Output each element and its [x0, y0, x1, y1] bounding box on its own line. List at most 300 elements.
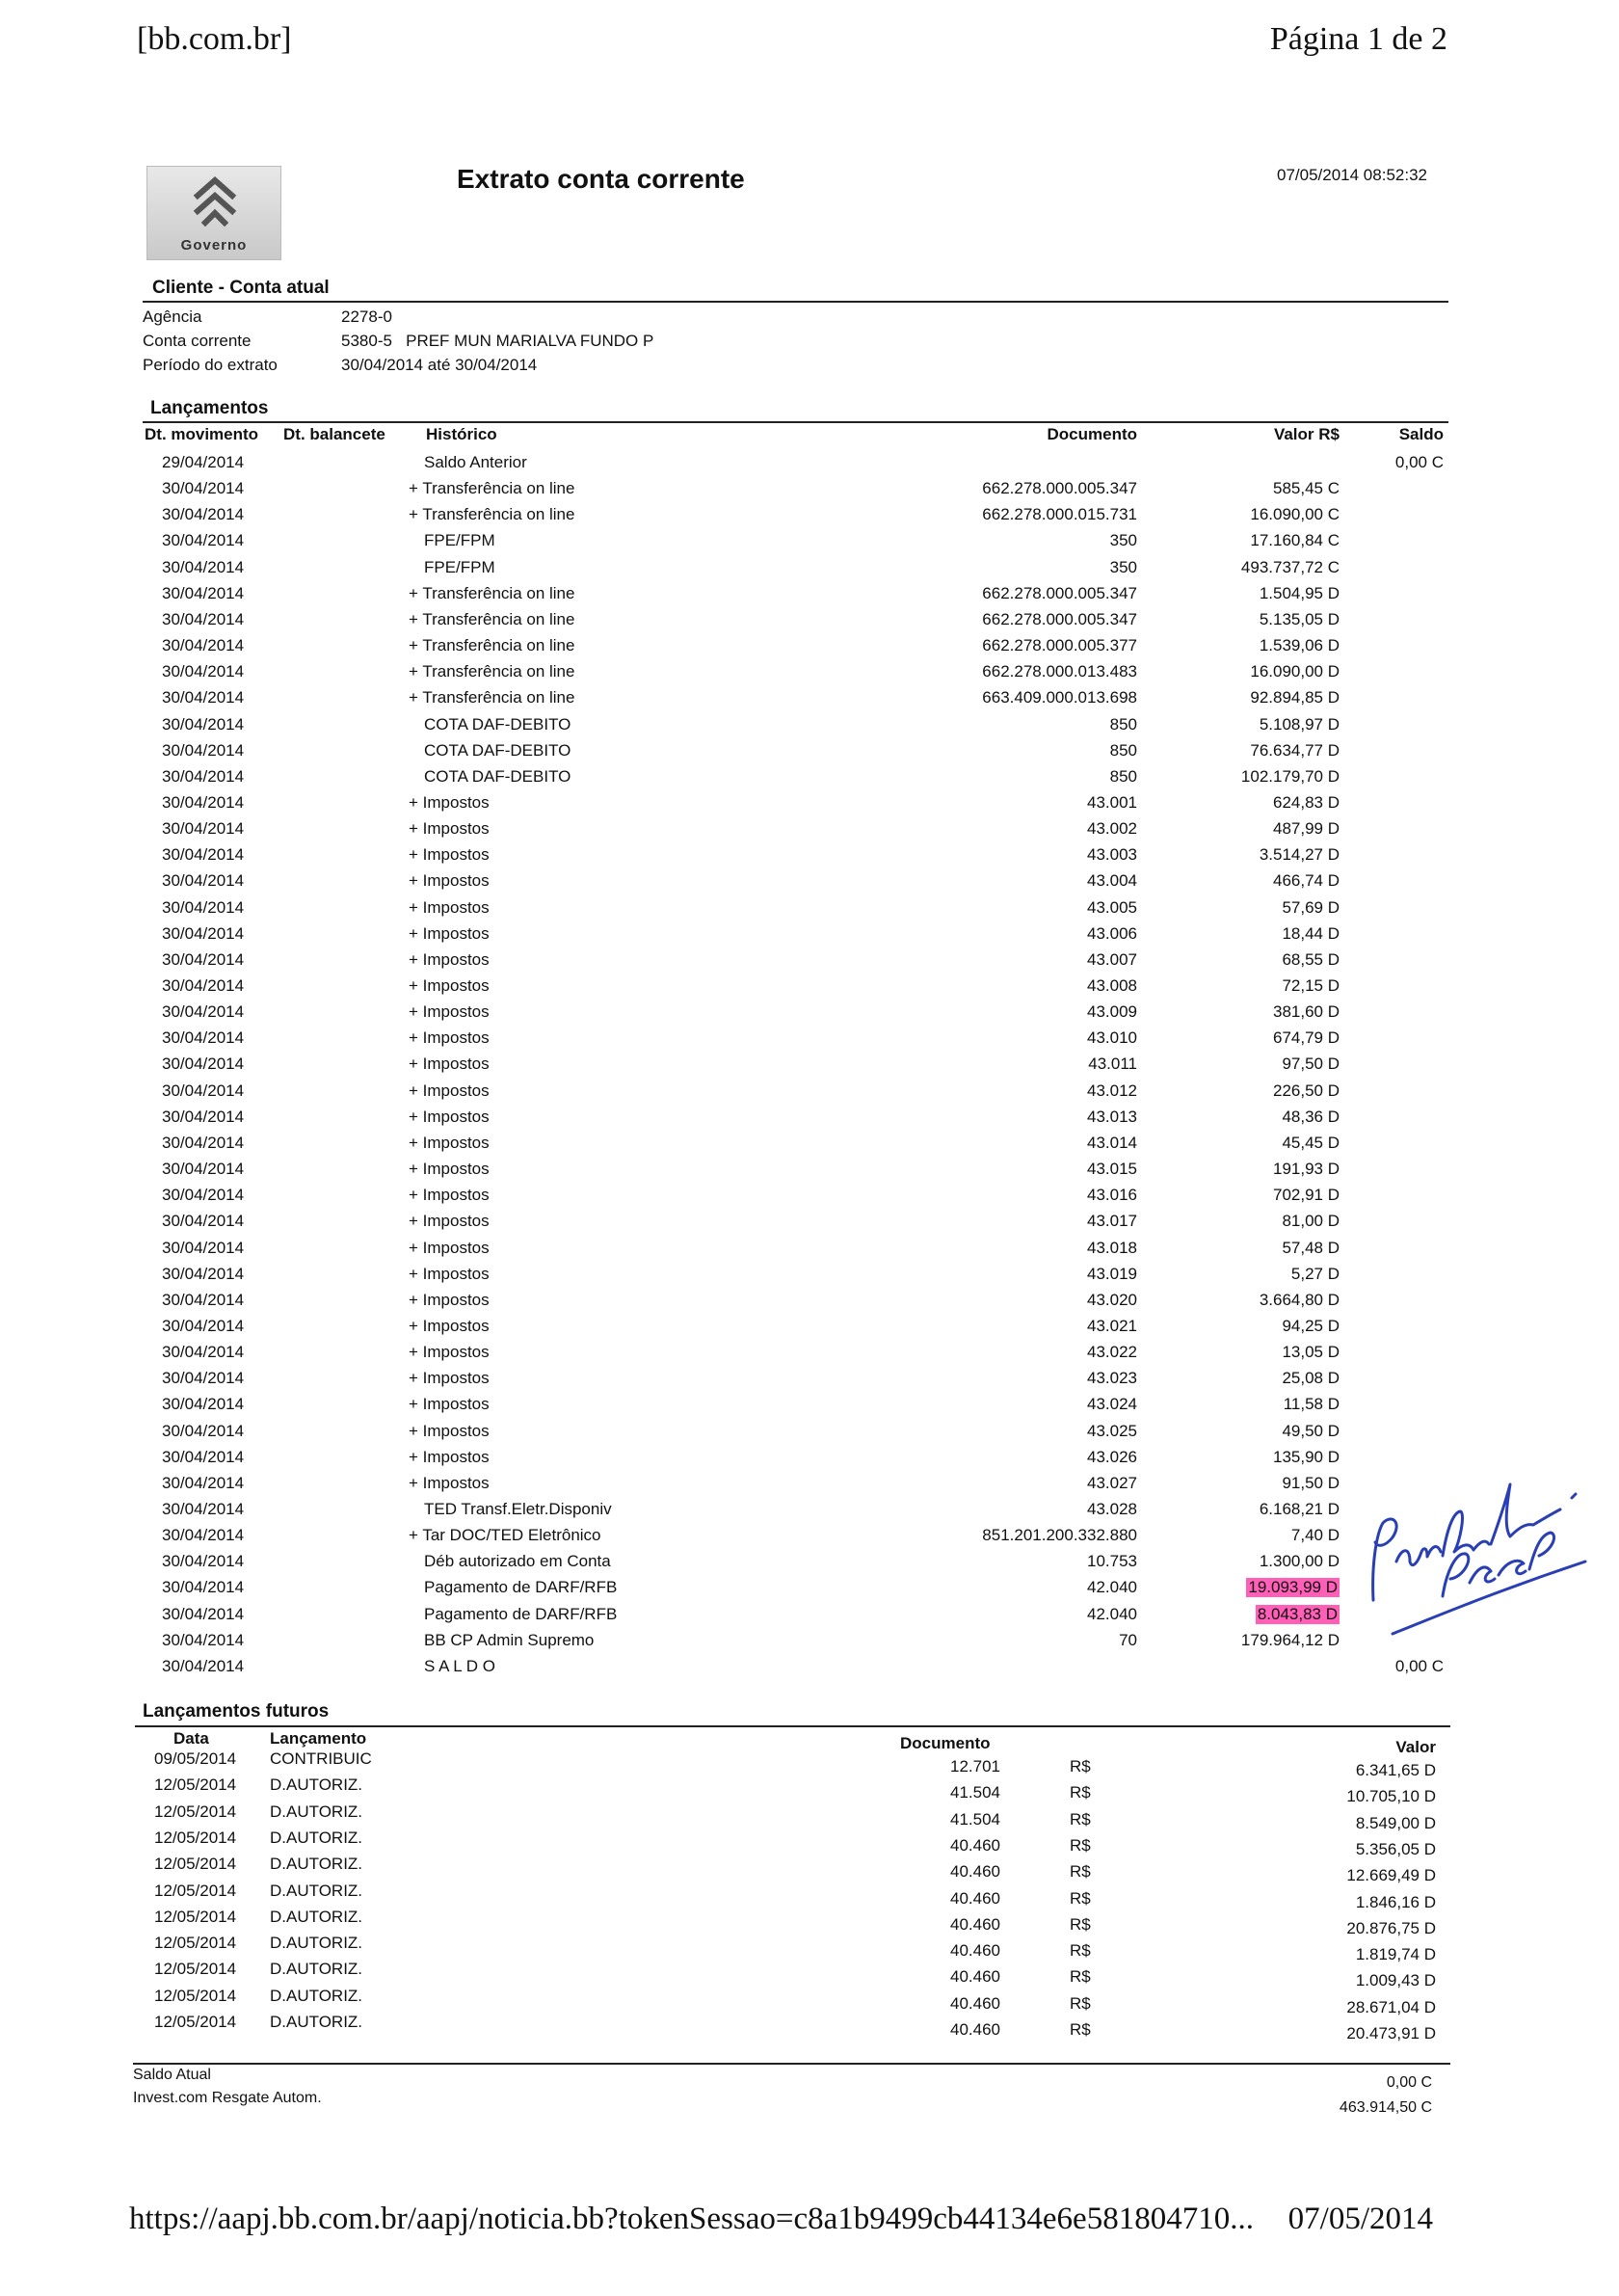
cell-dt-movimento: 30/04/2014	[162, 1395, 245, 1414]
cell-valor: 13,05 D	[1282, 1343, 1340, 1362]
cell-saldo: 0,00 C	[1394, 453, 1444, 471]
cell-dt-movimento: 30/04/2014	[162, 766, 245, 786]
cell-data: 12/05/2014	[154, 1986, 237, 2005]
cell-documento: 43.009	[1087, 1002, 1137, 1022]
cell-dt-movimento: 30/04/2014	[162, 1055, 245, 1074]
cell-dt-movimento: 30/04/2014	[162, 557, 245, 576]
cell-valor: 45,45 D	[1282, 1133, 1340, 1152]
table-row	[0, 1156, 1619, 1182]
cell-currency: R$	[1070, 1809, 1091, 1829]
cell-documento: 10.753	[1087, 1552, 1137, 1571]
cell-currency: R$	[1070, 1941, 1091, 1961]
cell-dt-movimento: 30/04/2014	[162, 1028, 245, 1048]
col-data: Data	[173, 1729, 209, 1748]
cell-valor: 1.300,00 D	[1259, 1552, 1340, 1571]
cell-historico: + Impostos	[409, 1160, 490, 1179]
cell-valor: 57,48 D	[1282, 1238, 1340, 1257]
cell-valor: 1.819,74 D	[1355, 1945, 1436, 1964]
cell-currency: R$	[1070, 1888, 1091, 1908]
table-row	[0, 1235, 1619, 1261]
client-info-value: 2278-0	[341, 307, 392, 326]
cell-valor: 49,50 D	[1282, 1421, 1340, 1440]
cell-valor: 5.356,05 D	[1355, 1839, 1436, 1858]
cell-lancamento: CONTRIBUIC	[270, 1749, 372, 1768]
cell-data: 12/05/2014	[154, 1775, 237, 1795]
cell-historico: + Impostos	[409, 1133, 490, 1152]
cell-lancamento: D.AUTORIZ.	[270, 1855, 363, 1874]
cell-valor: 20.876,75 D	[1346, 1918, 1436, 1937]
cell-historico: + Impostos	[409, 1055, 490, 1074]
table-row	[0, 1104, 1619, 1130]
cell-documento: 43.019	[1087, 1264, 1137, 1283]
cell-historico: + Impostos	[409, 1028, 490, 1048]
table-row	[0, 1775, 1619, 1806]
cell-valor: 381,60 D	[1273, 1002, 1340, 1022]
cell-valor: 48,36 D	[1282, 1107, 1340, 1126]
summary-divider	[133, 2063, 1450, 2065]
cell-valor: 493.737,72 C	[1240, 557, 1340, 576]
bb-logo-icon	[188, 174, 242, 228]
cell-valor: 6.341,65 D	[1355, 1761, 1436, 1779]
cell-documento: 851.201.200.332.880	[982, 1526, 1137, 1545]
cell-valor: 1.846,16 D	[1355, 1892, 1436, 1911]
cell-dt-movimento: 30/04/2014	[162, 923, 245, 943]
cell-historico: Déb autorizado em Conta	[424, 1552, 611, 1571]
cell-documento: 40.460	[950, 1993, 1000, 2013]
cell-historico: S A L D O	[424, 1656, 496, 1675]
col-documento: Documento	[1047, 425, 1137, 443]
cell-documento: 41.504	[950, 1809, 1000, 1829]
cell-valor: 226,50 D	[1273, 1081, 1340, 1100]
table-row	[0, 449, 1619, 475]
cell-documento: 43.022	[1087, 1343, 1137, 1362]
table-row	[0, 684, 1619, 710]
cell-dt-movimento: 30/04/2014	[162, 1107, 245, 1126]
cell-documento: 662.278.000.015.731	[982, 505, 1137, 524]
cell-historico: + Transferência on line	[409, 662, 575, 681]
cell-historico: + Impostos	[409, 923, 490, 943]
cell-saldo: 0,00 C	[1394, 1656, 1444, 1675]
client-info-label: Agência	[143, 307, 202, 326]
col-lancamento: Lançamento	[270, 1729, 367, 1748]
table-row	[0, 1855, 1619, 1885]
cell-valor: 81,00 D	[1282, 1212, 1340, 1231]
cell-valor: 19.093,99 D	[1248, 1578, 1338, 1597]
cell-documento: 43.024	[1087, 1395, 1137, 1414]
cell-valor: 92.894,85 D	[1250, 688, 1340, 707]
table-row	[0, 737, 1619, 763]
client-info-table	[143, 305, 653, 377]
cell-valor: 5.108,97 D	[1259, 714, 1340, 734]
cell-historico: FPE/FPM	[424, 557, 495, 576]
cell-lancamento: D.AUTORIZ.	[270, 1828, 363, 1847]
cell-documento: 42.040	[1087, 1604, 1137, 1623]
cell-dt-movimento: 30/04/2014	[162, 1526, 245, 1545]
cell-documento: 662.278.000.005.347	[982, 583, 1137, 602]
table-row	[0, 841, 1619, 868]
table-row	[0, 789, 1619, 815]
cell-dt-movimento: 30/04/2014	[162, 1473, 245, 1492]
cell-historico: TED Transf.Eletr.Disponiv	[424, 1500, 612, 1518]
cell-dt-movimento: 30/04/2014	[162, 871, 245, 891]
cell-currency: R$	[1070, 1757, 1091, 1775]
table-row	[0, 1418, 1619, 1444]
cell-dt-movimento: 30/04/2014	[162, 897, 245, 917]
cell-documento: 43.021	[1087, 1316, 1137, 1335]
cell-documento: 40.460	[950, 1941, 1000, 1961]
cell-dt-movimento: 30/04/2014	[162, 714, 245, 734]
logo-label: Governo	[180, 237, 248, 254]
cell-lancamento: D.AUTORIZ.	[270, 1986, 363, 2005]
cell-currency: R$	[1070, 2020, 1091, 2039]
page-title: Extrato conta corrente	[457, 164, 745, 194]
cell-dt-movimento: 30/04/2014	[162, 949, 245, 969]
cell-historico: + Impostos	[409, 1212, 490, 1231]
cell-documento: 662.278.000.005.347	[982, 479, 1137, 498]
table-row	[0, 763, 1619, 789]
cell-dt-movimento: 30/04/2014	[162, 1656, 245, 1675]
cell-valor: 72,15 D	[1282, 976, 1340, 995]
cell-valor: 585,45 C	[1273, 479, 1340, 498]
table-row	[0, 580, 1619, 606]
cell-dt-movimento: 30/04/2014	[162, 609, 245, 628]
cell-valor: 25,08 D	[1282, 1369, 1340, 1388]
cell-valor: 674,79 D	[1273, 1028, 1340, 1048]
cell-valor: 135,90 D	[1273, 1447, 1340, 1466]
cell-currency: R$	[1070, 1835, 1091, 1855]
cell-historico: + Impostos	[409, 1238, 490, 1257]
cell-documento: 43.025	[1087, 1421, 1137, 1440]
table-row	[0, 815, 1619, 841]
table-row	[0, 1313, 1619, 1339]
cell-valor: 8.043,83 D	[1257, 1604, 1338, 1623]
cell-historico: + Impostos	[409, 1447, 490, 1466]
cell-lancamento: D.AUTORIZ.	[270, 1775, 363, 1795]
col-valor-futuros: Valor	[1395, 1738, 1436, 1756]
summary-label-saldo-atual: Saldo Atual	[133, 2067, 211, 2083]
cell-documento: 12.701	[950, 1757, 1000, 1775]
cell-data: 09/05/2014	[154, 1749, 237, 1768]
cell-historico: + Impostos	[409, 949, 490, 969]
table-row	[0, 1182, 1619, 1208]
table-row	[0, 1208, 1619, 1234]
cell-valor: 18,44 D	[1282, 923, 1340, 943]
cell-dt-movimento: 30/04/2014	[162, 583, 245, 602]
cell-documento: 43.008	[1087, 976, 1137, 995]
table-row	[0, 606, 1619, 632]
col-valor: Valor R$	[1273, 425, 1340, 443]
cell-valor: 17.160,84 C	[1250, 531, 1340, 550]
cell-historico: + Impostos	[409, 1343, 490, 1362]
cell-documento: 43.006	[1087, 923, 1137, 943]
cell-documento: 40.460	[950, 1835, 1000, 1855]
cell-historico: + Impostos	[409, 1421, 490, 1440]
cell-documento: 43.020	[1087, 1290, 1137, 1309]
cell-dt-movimento: 30/04/2014	[162, 1316, 245, 1335]
cell-documento: 43.026	[1087, 1447, 1137, 1466]
cell-documento: 43.002	[1087, 819, 1137, 839]
cell-documento: 662.278.000.005.347	[982, 609, 1137, 628]
cell-valor: 624,83 D	[1273, 792, 1340, 812]
cell-historico: + Impostos	[409, 1002, 490, 1022]
table-row	[0, 711, 1619, 737]
cell-documento: 40.460	[950, 1967, 1000, 1987]
cell-documento: 350	[1109, 531, 1137, 550]
cell-documento: 43.007	[1087, 949, 1137, 969]
cell-documento: 350	[1109, 557, 1137, 576]
table-row	[0, 1391, 1619, 1417]
cell-lancamento: D.AUTORIZ.	[270, 1934, 363, 1953]
cell-valor: 28.671,04 D	[1346, 1997, 1436, 2016]
cell-dt-movimento: 30/04/2014	[162, 1212, 245, 1231]
cell-dt-movimento: 30/04/2014	[162, 1081, 245, 1100]
col-documento-futuros: Documento	[900, 1734, 991, 1752]
table-row	[0, 947, 1619, 973]
cell-data: 12/05/2014	[154, 1855, 237, 1874]
table-row	[0, 501, 1619, 527]
cell-documento: 40.460	[950, 1862, 1000, 1882]
table-row	[0, 1934, 1619, 1964]
footer-url: https://aapj.bb.com.br/aapj/noticia.bb?tokenSessao=c8a1b9499cb44134e6e581804710...	[129, 2202, 1254, 2236]
cell-valor: 1.539,06 D	[1259, 636, 1340, 655]
cell-documento: 43.003	[1087, 845, 1137, 865]
cell-documento: 850	[1109, 766, 1137, 786]
cell-documento: 663.409.000.013.698	[982, 688, 1137, 707]
cell-historico: + Impostos	[409, 1473, 490, 1492]
cell-historico: + Impostos	[409, 1316, 490, 1335]
cell-historico: + Impostos	[409, 871, 490, 891]
client-info-value: 30/04/2014 até 30/04/2014	[341, 355, 538, 374]
cell-historico: + Transferência on line	[409, 688, 575, 707]
cell-lancamento: D.AUTORIZ.	[270, 2013, 363, 2031]
cell-historico: Pagamento de DARF/RFB	[424, 1604, 618, 1623]
table-row	[0, 658, 1619, 684]
table-row	[0, 527, 1619, 553]
col-dt-movimento: Dt. movimento	[145, 425, 259, 443]
cell-valor: 6.168,21 D	[1259, 1500, 1340, 1518]
table-row	[0, 1986, 1619, 2016]
table-row	[0, 1261, 1619, 1287]
client-info-row	[143, 305, 653, 329]
cell-historico: + Impostos	[409, 1369, 490, 1388]
cell-dt-movimento: 30/04/2014	[162, 636, 245, 655]
cell-documento: 43.011	[1088, 1055, 1137, 1074]
cell-valor: 3.514,27 D	[1259, 845, 1340, 865]
cell-dt-movimento: 30/04/2014	[162, 479, 245, 498]
cell-dt-movimento: 30/04/2014	[162, 1290, 245, 1309]
cell-dt-movimento: 30/04/2014	[162, 1369, 245, 1388]
cell-historico: COTA DAF-DEBITO	[424, 740, 571, 760]
cell-valor: 3.664,80 D	[1259, 1290, 1340, 1309]
cell-historico: + Impostos	[409, 897, 490, 917]
cell-documento: 43.014	[1087, 1133, 1137, 1152]
table-row	[0, 475, 1619, 501]
cell-data: 12/05/2014	[154, 1960, 237, 1979]
cell-valor: 94,25 D	[1282, 1316, 1340, 1335]
cell-dt-movimento: 30/04/2014	[162, 819, 245, 839]
cell-lancamento: D.AUTORIZ.	[270, 1802, 363, 1821]
cell-dt-movimento: 30/04/2014	[162, 1002, 245, 1022]
summary-value-invest: 463.914,50 C	[1339, 2099, 1432, 2116]
futuros-section-title: Lançamentos futuros	[143, 1701, 330, 1722]
cell-dt-movimento: 30/04/2014	[162, 1604, 245, 1623]
footer-date: 07/05/2014	[1287, 2202, 1433, 2236]
cell-valor: 102.179,70 D	[1240, 766, 1340, 786]
cell-dt-movimento: 30/04/2014	[162, 531, 245, 550]
table-row	[0, 921, 1619, 947]
cell-currency: R$	[1070, 1783, 1091, 1802]
table-row	[0, 1287, 1619, 1313]
table-row	[0, 1960, 1619, 1990]
table-row	[0, 1130, 1619, 1156]
cell-dt-movimento: 30/04/2014	[162, 1264, 245, 1283]
cell-data: 12/05/2014	[154, 1881, 237, 1900]
cell-historico: COTA DAF-DEBITO	[424, 766, 571, 786]
table-row	[0, 1907, 1619, 1937]
cell-historico: Pagamento de DARF/RFB	[424, 1578, 618, 1597]
cell-documento: 42.040	[1087, 1578, 1137, 1597]
cell-data: 12/05/2014	[154, 1934, 237, 1953]
cell-valor: 5,27 D	[1290, 1264, 1340, 1283]
cell-documento: 850	[1109, 740, 1137, 760]
cell-documento: 43.017	[1087, 1212, 1137, 1231]
cell-lancamento: D.AUTORIZ.	[270, 1960, 363, 1979]
cell-valor: 487,99 D	[1273, 819, 1340, 839]
cell-historico: + Transferência on line	[409, 609, 575, 628]
cell-currency: R$	[1070, 1967, 1091, 1987]
cell-documento: 43.005	[1087, 897, 1137, 917]
cell-valor: 68,55 D	[1282, 949, 1340, 969]
cell-lancamento: D.AUTORIZ.	[270, 1881, 363, 1900]
lancamentos-divider	[143, 421, 1448, 423]
cell-valor: 1.504,95 D	[1259, 583, 1340, 602]
cell-valor: 191,93 D	[1273, 1160, 1340, 1179]
cell-dt-movimento: 30/04/2014	[162, 505, 245, 524]
cell-valor: 12.669,49 D	[1346, 1866, 1436, 1885]
cell-historico: + Impostos	[409, 819, 490, 839]
cell-historico: + Tar DOC/TED Eletrônico	[409, 1526, 601, 1545]
table-row	[0, 1078, 1619, 1104]
cell-valor: 91,50 D	[1282, 1473, 1340, 1492]
client-info-value: 5380-5 PREF MUN MARIALVA FUNDO P	[341, 331, 654, 350]
cell-documento: 40.460	[950, 1914, 1000, 1934]
client-divider	[143, 301, 1448, 303]
cell-dt-movimento: 30/04/2014	[162, 662, 245, 681]
cell-valor: 76.634,77 D	[1250, 740, 1340, 760]
cell-currency: R$	[1070, 1914, 1091, 1934]
cell-data: 12/05/2014	[154, 2013, 237, 2031]
cell-lancamento: D.AUTORIZ.	[270, 1907, 363, 1926]
cell-documento: 43.001	[1087, 792, 1137, 812]
cell-historico: + Transferência on line	[409, 636, 575, 655]
cell-valor: 20.473,91 D	[1346, 2024, 1436, 2042]
cell-historico: + Impostos	[409, 792, 490, 812]
cell-historico: + Transferência on line	[409, 505, 575, 524]
cell-historico: + Impostos	[409, 1264, 490, 1283]
cell-dt-movimento: 30/04/2014	[162, 792, 245, 812]
table-row	[0, 554, 1619, 580]
client-section-title: Cliente - Conta atual	[152, 278, 330, 298]
cell-dt-movimento: 30/04/2014	[162, 1447, 245, 1466]
cell-documento: 43.028	[1087, 1500, 1137, 1518]
cell-dt-movimento: 30/04/2014	[162, 1500, 245, 1518]
cell-dt-movimento: 30/04/2014	[162, 1160, 245, 1179]
cell-documento: 662.278.000.005.377	[982, 636, 1137, 655]
cell-documento: 43.023	[1087, 1369, 1137, 1388]
cell-historico: + Impostos	[409, 1107, 490, 1126]
cell-data: 12/05/2014	[154, 1802, 237, 1821]
table-row	[0, 1749, 1619, 1779]
col-dt-balancete: Dt. balancete	[283, 425, 385, 443]
cell-valor: 10.705,10 D	[1346, 1787, 1436, 1806]
cell-documento: 43.012	[1087, 1081, 1137, 1100]
cell-documento: 43.004	[1087, 871, 1137, 891]
cell-documento: 43.010	[1087, 1028, 1137, 1048]
cell-documento: 43.018	[1087, 1238, 1137, 1257]
cell-valor: 16.090,00 D	[1250, 662, 1340, 681]
table-row	[0, 1802, 1619, 1832]
cell-historico: + Impostos	[409, 845, 490, 865]
col-historico: Histórico	[426, 425, 497, 443]
client-info-row	[143, 353, 653, 377]
cell-dt-movimento: 30/04/2014	[162, 1343, 245, 1362]
table-row	[0, 894, 1619, 921]
cell-historico: + Impostos	[409, 1290, 490, 1309]
cell-dt-movimento: 30/04/2014	[162, 1133, 245, 1152]
table-row	[0, 632, 1619, 658]
cell-valor: 97,50 D	[1282, 1055, 1340, 1074]
cell-valor: 7,40 D	[1290, 1526, 1340, 1545]
summary-value-saldo-atual: 0,00 C	[1386, 2074, 1432, 2091]
cell-documento: 40.460	[950, 1888, 1000, 1908]
table-row	[0, 1881, 1619, 1911]
cell-documento: 40.460	[950, 2020, 1000, 2039]
cell-valor: 5.135,05 D	[1259, 609, 1340, 628]
cell-valor: 179.964,12 D	[1240, 1630, 1340, 1649]
cell-historico: + Impostos	[409, 1395, 490, 1414]
summary-label-invest: Invest.com Resgate Autom.	[133, 2090, 322, 2106]
table-row	[0, 2013, 1619, 2042]
handwritten-annotation	[1354, 1455, 1595, 1668]
futuros-divider	[135, 1725, 1450, 1727]
cell-valor: 8.549,00 D	[1355, 1813, 1436, 1832]
cell-documento: 43.016	[1087, 1186, 1137, 1205]
cell-valor: 1.009,43 D	[1355, 1971, 1436, 1990]
cell-historico: COTA DAF-DEBITO	[424, 714, 571, 734]
cell-currency: R$	[1070, 1862, 1091, 1882]
table-row	[0, 868, 1619, 894]
cell-dt-movimento: 30/04/2014	[162, 740, 245, 760]
cell-data: 12/05/2014	[154, 1907, 237, 1926]
table-row	[0, 1339, 1619, 1365]
report-datetime: 07/05/2014 08:52:32	[1277, 166, 1427, 184]
lancamentos-section-title: Lançamentos	[150, 398, 269, 418]
cell-currency: R$	[1070, 1993, 1091, 2013]
cell-documento: 70	[1119, 1630, 1137, 1649]
cell-dt-movimento: 30/04/2014	[162, 1238, 245, 1257]
page-header-page-number: Página 1 de 2	[1269, 21, 1447, 57]
cell-dt-movimento: 30/04/2014	[162, 1186, 245, 1205]
table-row	[0, 973, 1619, 999]
client-info-label: Período do extrato	[143, 355, 278, 374]
table-row	[0, 1051, 1619, 1077]
cell-dt-movimento: 30/04/2014	[162, 1578, 245, 1597]
cell-valor: 466,74 D	[1273, 871, 1340, 891]
cell-historico: + Transferência on line	[409, 479, 575, 498]
cell-documento: 41.504	[950, 1783, 1000, 1802]
table-row	[0, 1025, 1619, 1051]
cell-dt-movimento: 30/04/2014	[162, 1552, 245, 1571]
